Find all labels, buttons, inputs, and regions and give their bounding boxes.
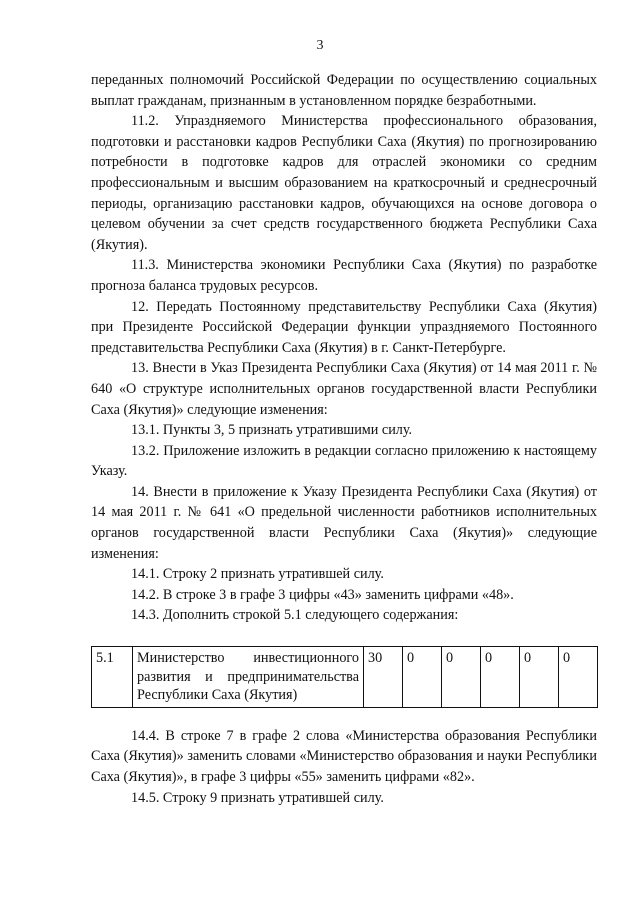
table-cell-name: Министерство инвестиционного развития и предпринимательства Республики Саха (Якутия)	[133, 647, 364, 708]
paragraph: 13.2. Приложение изложить в редакции согласно приложению к настоящему Указу.	[91, 442, 597, 480]
paragraph: 14. Внести в приложение к Указу Президента Республики Саха (Якутия) от 14 мая 2011 г. № 641 «О предельной численности работников исполнительных органов государственной власти Республики Саха (Якутия)» следующие изменения:	[91, 483, 597, 562]
paragraph: 14.5. Строку 9 признать утратившей силу.	[131, 789, 384, 806]
table-cell-value: 0	[520, 647, 559, 708]
paragraph: 11.2. Упраздняемого Министерства профессионального образования, подготовки и расстановки кадров Республики Саха (Якутия) по прогнозированию потребности в подготовке кадров для отраслей экономики со средним профессиональным и высшим образованием на краткосрочный и среднесрочный периоды, организацию расстановки кадров, обучающихся на основе договора о целевом обучении за счет средств государственного бюджета Республики Саха (Якутия).	[91, 113, 597, 253]
table-cell-value: 0	[559, 647, 598, 708]
table-cell-value: 0	[403, 647, 442, 708]
table-cell-value: 30	[364, 647, 403, 708]
paragraph: 11.3. Министерства экономики Республики Саха (Якутия) по разработке прогноза баланса трудовых ресурсов.	[91, 257, 597, 294]
document-body	[91, 70, 597, 808]
paragraphs-top	[91, 70, 597, 626]
insert-table-wrap	[91, 646, 598, 708]
paragraph: 13. Внести в Указ Президента Республики Саха (Якутия) от 14 мая 2011 г. № 640 «О структуре исполнительных органов государственной власти Республики Саха (Якутия)» следующие изменения:	[91, 360, 597, 418]
paragraph: 13.1. Пункты 3, 5 признать утратившими силу.	[131, 422, 413, 439]
table-row	[92, 647, 598, 708]
page-number: 3	[316, 38, 324, 53]
table-cell-value: 0	[481, 647, 520, 708]
table-cell-value: 0	[442, 647, 481, 708]
insert-table	[91, 646, 598, 708]
paragraphs-bottom	[91, 726, 597, 808]
paragraph: 14.3. Дополнить строкой 5.1 следующего содержания:	[131, 607, 459, 624]
paragraph: 14.4. В строке 7 в графе 2 слова «Министерства образования Республики Саха (Якутия)» заменить словами «Министерство образования и науки Республики Саха (Якутия)», в графе 3 цифры «55» заменить цифрами «82».	[91, 727, 597, 785]
paragraph: 14.1. Строку 2 признать утратившей силу.	[131, 566, 384, 583]
paragraph: 14.2. В строке 3 в графе 3 цифры «43» заменить цифрами «48».	[131, 586, 514, 603]
table-cell-number: 5.1	[92, 647, 133, 708]
paragraph: переданных полномочий Российской Федерации по осуществлению социальных выплат гражданам, признанным в установленном порядке безработными.	[91, 72, 597, 109]
paragraph: 12. Передать Постоянному представительству Республики Саха (Якутия) при Президенте Российской Федерации функции упраздняемого Постоянного представительства Республики Саха (Якутия) в г. Санкт-Петербурге.	[91, 298, 597, 356]
